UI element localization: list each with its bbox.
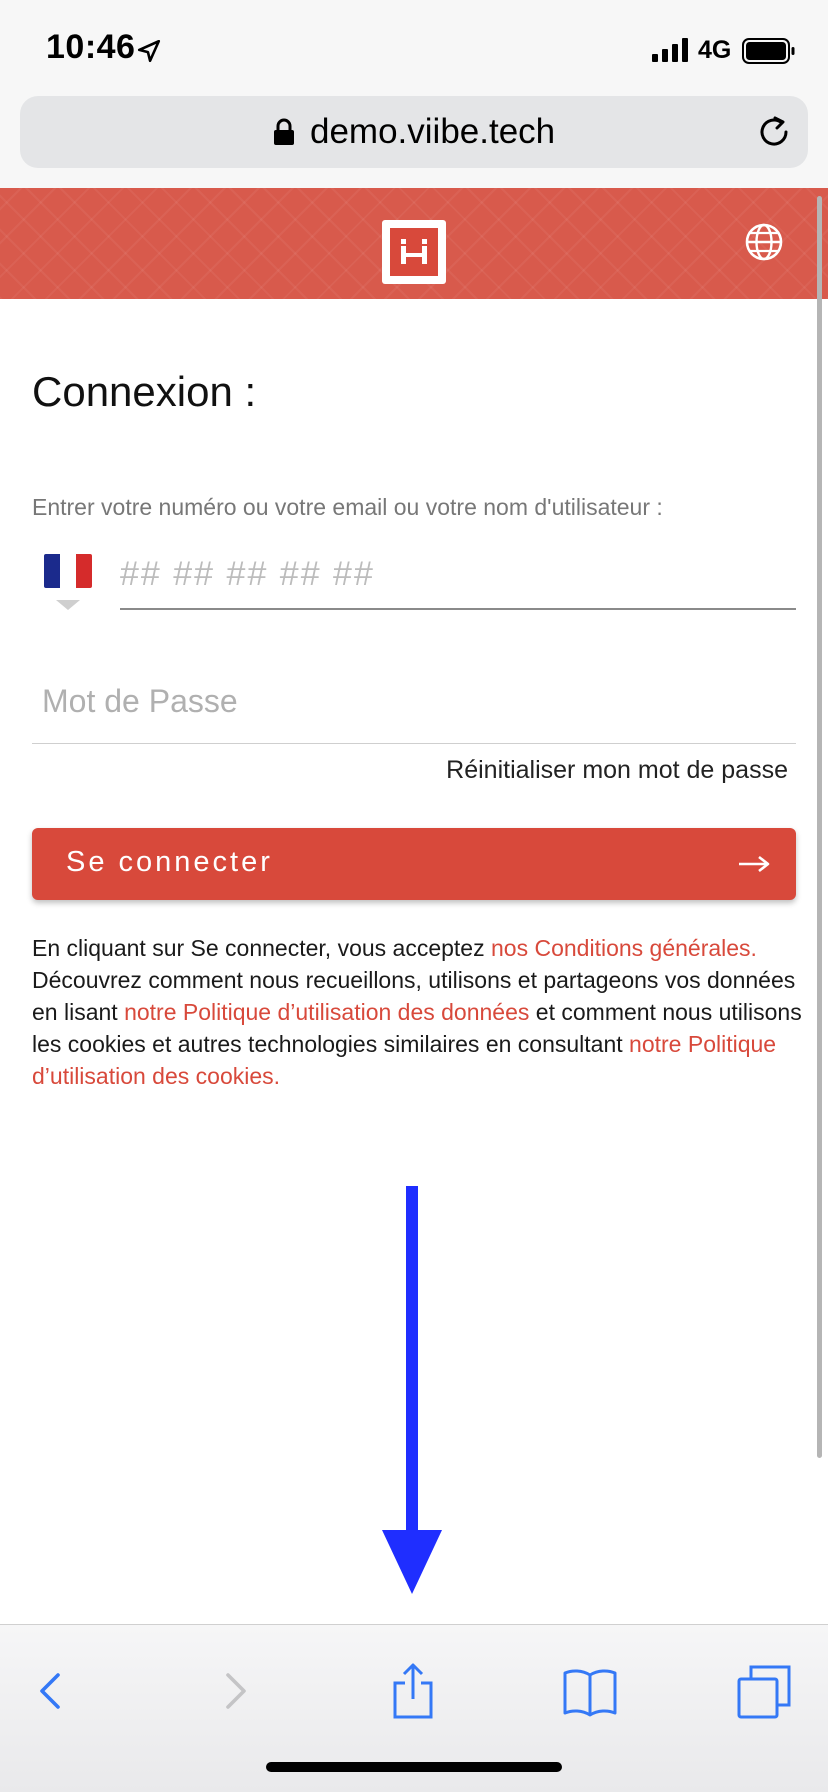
status-time: 10:46	[46, 28, 136, 66]
cookie-policy-link[interactable]: notre Politique d’utilisation des cookies.	[32, 1031, 777, 1089]
reset-password-link[interactable]: Réinitialiser mon mot de passe	[446, 756, 788, 784]
bookmarks-icon[interactable]	[560, 1661, 620, 1721]
forward-icon[interactable]	[204, 1661, 264, 1721]
france-flag-icon[interactable]	[44, 554, 92, 588]
status-bar	[0, 0, 828, 92]
arrow-right-icon	[738, 852, 770, 876]
home-indicator[interactable]	[266, 1762, 562, 1772]
phone-input[interactable]	[120, 540, 796, 610]
country-dropdown-caret-icon[interactable]	[56, 600, 80, 610]
viibe-logo[interactable]	[382, 220, 446, 284]
login-button-label: Se connecter	[66, 846, 273, 878]
identifier-label: Entrer votre numéro ou votre email ou votre nom d'utilisateur :	[32, 494, 663, 520]
page-header	[0, 188, 828, 299]
signal-bars-icon	[652, 38, 690, 62]
terms-conditions-link[interactable]: nos Conditions générales.	[491, 935, 757, 961]
tabs-icon[interactable]	[736, 1661, 796, 1721]
globe-icon[interactable]	[744, 222, 784, 262]
terms-part-3: et comment nous utilisons les cookies et autres technologies similaires en consultant	[32, 999, 802, 1057]
page-title: Connexion :	[32, 368, 257, 415]
location-arrow-icon	[136, 38, 162, 64]
url-text: demo.viibe.tech	[310, 112, 556, 151]
terms-text	[32, 932, 802, 1092]
data-policy-link[interactable]: notre Politique d’utilisation des données	[124, 999, 530, 1025]
reload-icon[interactable]	[756, 114, 792, 150]
password-input[interactable]	[32, 660, 796, 744]
terms-part-1: En cliquant sur Se connecter, vous acceptez	[32, 935, 491, 961]
battery-icon	[742, 38, 796, 64]
share-icon[interactable]	[383, 1661, 443, 1721]
back-icon[interactable]	[22, 1661, 82, 1721]
arrow-down-icon	[380, 1186, 444, 1596]
network-type: 4G	[698, 36, 732, 64]
lock-icon	[272, 118, 296, 146]
address-bar[interactable]	[20, 96, 808, 168]
terms-part-2: Découvrez comment nous recueillons, utilisons et partageons vos données en lisant	[32, 967, 796, 1025]
page-scrollbar[interactable]	[817, 196, 822, 1458]
login-button[interactable]	[32, 828, 796, 900]
browser-address-area	[0, 92, 828, 188]
